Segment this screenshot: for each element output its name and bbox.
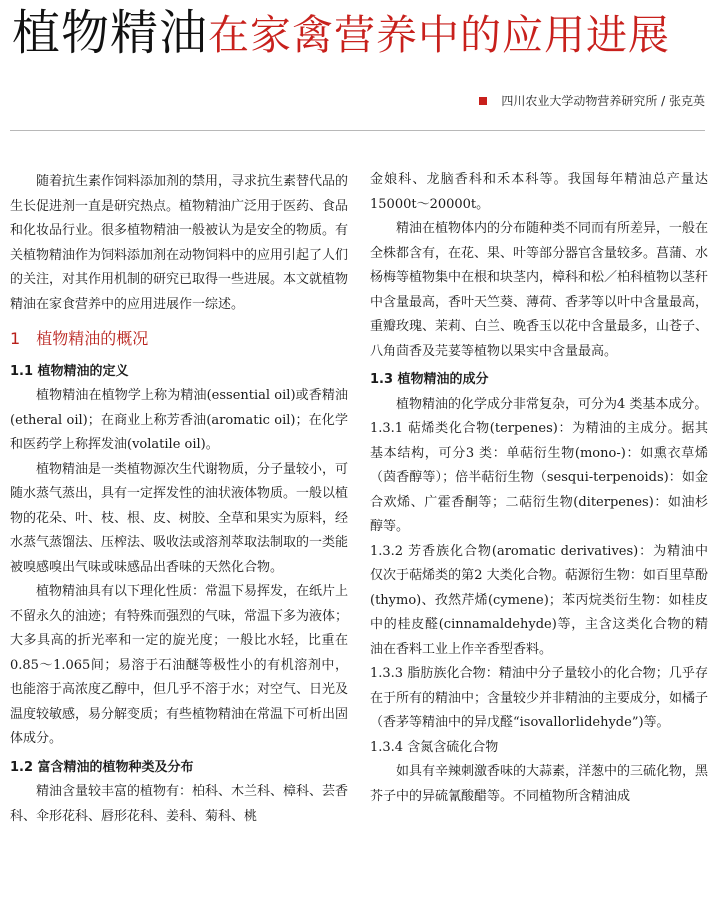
left-column xyxy=(10,170,348,829)
paragraph: 1.3.1 萜烯类化合物(terpenes)：为精油的主成分。据其基本结构，可分3 类：单萜衍生物(mono-)：如熏衣草烯（茵香醇等）；倍半萜衍生物（sesqui-terpenoids)：如金合欢烯、广霍香酮等；二萜衍生物(diterpenes)：如油杉醇等。 xyxy=(370,421,708,534)
byline-text: 四川农业大学动物营养研究所 / 张克英 xyxy=(501,94,705,108)
red-square-bullet-icon xyxy=(479,97,487,105)
intro-paragraph: 随着抗生素作饲料添加剂的禁用，寻求抗生素替代品的生长促进剂一直是研究热点。植物精油广泛用于医药、食品和化妆品行业。很多植物精油一般被认为是安全的物质。有关植物精油作为饲料添加剂在动物饲料中的应用引起了人们的关注，对其作用机制的研究已取得一些进展。本文就植物精油在家食营养中的应用进展作一综述。 xyxy=(10,174,349,312)
article-title xyxy=(12,4,707,73)
subsection-1-3-4-heading: 1.3.4 含氮含硫化合物 xyxy=(370,739,499,755)
paragraph: 植物精油是一类植物源次生代谢物质，分子量较小，可随水蒸气蒸出，具有一定挥发性的油状液体物质。一般以植物的花朵、叶、枝、根、皮、树胶、全草和果实为原料，经水蒸气蒸馏法、压榨法、吸收法或溶剂萃取法制取的一类能被嗅感嗅出气味或味感品出香味的天然化合物。 xyxy=(10,461,349,575)
paragraph: 精油在植物体内的分布随种类不同而有所差异，一般在全株都含有，在花、果、叶等部分器官含量较多。菖蒲、水杨梅等植物集中在根和块茎内，樟科和松／柏科植物以茎秆中含量最高，香叶天竺葵、薄荷、香茅等以叶中含量最高，重瓣玫瑰、茉莉、白兰、晚香玉以花中含量最多，山苍子、八角茴香及芫荽等植物以果实中含量最高。 xyxy=(370,221,709,359)
paragraph-continuation: 金娘科、龙脑香科和禾本科等。我国每年精油总产量达15000t～20000t。 xyxy=(370,172,708,212)
paragraph: 1.3.3 脂肪族化合物：精油中分子量较小的化合物；几乎存在于所有的精油中；含量较少并非精油的主要成分，如橘子（香茅等精油中的异戊醛“isovallorlidehyde”)等。 xyxy=(370,666,709,730)
subsection-1-2-heading: 1.2 富含精油的植物种类及分布 xyxy=(10,759,194,775)
paragraph: 1.3.2 芳香族化合物(aromatic derivatives)：为精油中仅次于萜烯类的第2 大类化合物。萜源衍生物：如百里草酚(thymo)、孜然芹烯(cymene)；苯丙烷类衍生物：如桂皮中的桂皮醛(cinnamaldehyde)等，主含这类化合物的精油在香料工业上作辛香型香料。 xyxy=(370,543,708,657)
paragraph: 植物精油在植物学上称为精油(essential oil)或香精油(etheral oil)；在商业上称芳香油(aromatic oil)；在化学和医药学上称挥发油(volatile oil)。 xyxy=(10,388,348,452)
title-black-part: 植物精油 xyxy=(12,5,209,61)
header-divider xyxy=(10,130,705,131)
author-byline xyxy=(479,92,705,109)
paragraph: 植物精油具有以下理化性质：常温下易挥发，在纸片上不留永久的油迹；有特殊而强烈的气味，常温下多为液体；大多具高的折光率和一定的旋光度；一般比水轻，比重在0.85～1.065间；易溶于石油醚等极性小的有机溶剂中，也能溶于高浓度乙醇中，但几乎不溶于水；对空气、日光及温度较敏感，易分解变质；有些植物精油在常温下可析出固体成分。 xyxy=(10,584,349,746)
section-1-title: 植物精油的概况 xyxy=(36,329,149,348)
right-column xyxy=(370,168,708,809)
section-1-heading xyxy=(10,327,348,352)
title-red-part: 在家禽营养中的应用进展 xyxy=(208,11,671,59)
paragraph: 植物精油的化学成分非常复杂，可分为4 类基本成分。 xyxy=(396,396,708,412)
section-1-number: 1 xyxy=(10,329,21,348)
subsection-1-1-heading: 1.1 植物精油的定义 xyxy=(10,363,129,379)
paragraph: 精油含量较丰富的植物有：柏科、木兰科、樟科、芸香科、伞形花科、唇形花科、姜科、菊科、桃 xyxy=(10,784,349,824)
paragraph: 如具有辛辣刺激香味的大蒜素，洋葱中的三硫化物，黑芥子中的异硫氰酸醋等。不同植物所含精油成 xyxy=(370,764,709,804)
subsection-1-3-heading: 1.3 植物精油的成分 xyxy=(370,372,489,387)
